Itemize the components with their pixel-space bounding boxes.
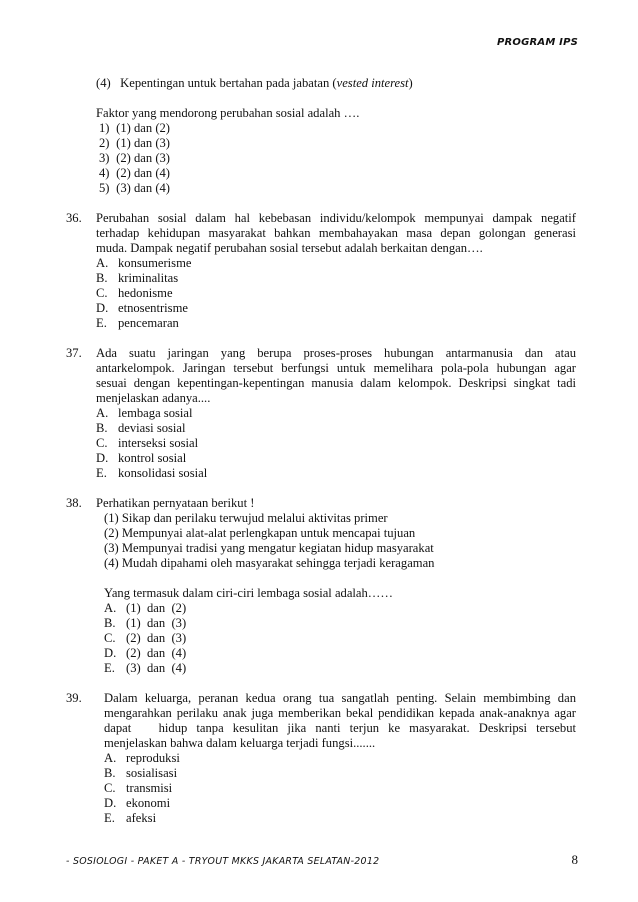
q38-option — [104, 646, 186, 661]
q37-option — [96, 466, 207, 481]
question-number-39: 39. — [66, 691, 82, 705]
question-number-36: 36. — [66, 211, 82, 225]
option-letter: D. — [104, 646, 117, 660]
page-header: PROGRAM IPS — [496, 37, 578, 48]
q36-option — [96, 301, 188, 316]
item-close: ) — [408, 76, 413, 90]
question-number-37: 37. — [66, 346, 82, 360]
option-number: 2) — [99, 136, 110, 150]
option-text: (2) dan (4) — [116, 166, 171, 180]
intro-option — [99, 166, 170, 181]
option-text: deviasi sosial — [118, 421, 186, 435]
item-italic: vested interest — [336, 76, 409, 90]
intro-option — [99, 151, 170, 166]
option-letter: E. — [96, 316, 107, 330]
option-text: (1) dan (3) — [126, 616, 187, 630]
option-text: (3) dan (4) — [126, 661, 187, 675]
option-text: kontrol sosial — [118, 451, 187, 465]
q39-line: Dalam keluarga, peranan kedua orang tua sangatlah penting. Selain membimbing dan — [104, 691, 576, 705]
option-letter: C. — [104, 631, 116, 645]
option-letter: A. — [96, 256, 109, 270]
q38-statement: (2) Mempunyai alat-alat perlengkapan untuk mencapai tujuan — [104, 526, 416, 540]
intro-item-4 — [96, 76, 413, 91]
q37-line: sesuai dengan kepentingan-kepentingan manusia dalam kelompok. Deskripsi singkat tadi — [96, 376, 576, 390]
option-letter: B. — [96, 421, 108, 435]
option-text: interseksi sosial — [118, 436, 199, 450]
q38-intro: Perhatikan pernyataan berikut ! — [96, 496, 255, 510]
q38-option — [104, 601, 186, 616]
option-text: pencemaran — [118, 316, 179, 330]
option-text: (1) dan (2) — [116, 121, 171, 135]
q38-statement: (1) Sikap dan perilaku terwujud melalui aktivitas primer — [104, 511, 388, 525]
option-text: (2) dan (3) — [126, 631, 187, 645]
page-footer: - SOSIOLOGI - PAKET A - TRYOUT MKKS JAKARTA SELATAN-2012 — [66, 856, 380, 867]
option-text: hedonisme — [118, 286, 173, 300]
q37-option — [96, 406, 193, 421]
q39-option — [104, 751, 180, 766]
option-text: konsumerisme — [118, 256, 192, 270]
q39-line: menjelaskan bahwa dalam keluarga terjadi fungsi....... — [104, 736, 376, 750]
option-text: sosialisasi — [126, 766, 178, 780]
option-text: (1) dan (2) — [126, 601, 187, 615]
option-letter: E. — [104, 661, 115, 675]
q36-line: Perubahan sosial dalam hal kebebasan individu/kelompok mempunyai dampak negatif — [96, 211, 576, 225]
option-letter: B. — [104, 616, 116, 630]
option-letter: A. — [96, 406, 109, 420]
q39-option — [104, 766, 177, 781]
q38-statement: (3) Mempunyai tradisi yang mengatur kegiatan hidup masyarakat — [104, 541, 434, 555]
q39-option — [104, 811, 156, 826]
q38-option — [104, 631, 186, 646]
q39-option — [104, 781, 172, 796]
option-text: transmisi — [126, 781, 173, 795]
option-text: reproduksi — [126, 751, 180, 765]
intro-question: Faktor yang mendorong perubahan sosial adalah …. — [96, 106, 360, 120]
q38-option — [104, 661, 186, 676]
q38-question: Yang termasuk dalam ciri-ciri lembaga sosial adalah…… — [104, 586, 393, 600]
option-letter: D. — [96, 451, 109, 465]
option-text: kriminalitas — [118, 271, 179, 285]
q36-option — [96, 316, 179, 331]
option-number: 3) — [99, 151, 110, 165]
q38-statement: (4) Mudah dipahami oleh masyarakat sehingga terjadi keragaman — [104, 556, 435, 570]
option-number: 5) — [99, 181, 110, 195]
q39-line: mengarahkan perilaku anak juga memberikan bekal pendidikan kepada anak-anaknya agar — [104, 706, 576, 720]
option-letter: C. — [104, 781, 116, 795]
option-number: 4) — [99, 166, 110, 180]
q37-line: menjelaskan adanya.... — [96, 391, 211, 405]
item-text: Kepentingan untuk bertahan pada jabatan ( — [120, 76, 337, 90]
intro-option — [99, 121, 170, 136]
option-text: (2) dan (4) — [126, 646, 187, 660]
option-text: etnosentrisme — [118, 301, 188, 315]
option-text: (2) dan (3) — [116, 151, 171, 165]
question-number-38: 38. — [66, 496, 82, 510]
item-number: (4) — [96, 76, 111, 90]
option-letter: B. — [104, 766, 116, 780]
q36-option — [96, 256, 191, 271]
option-letter: E. — [96, 466, 107, 480]
option-letter: A. — [104, 751, 117, 765]
option-text: ekonomi — [126, 796, 171, 810]
q37-option — [96, 436, 198, 451]
q36-option — [96, 286, 173, 301]
q37-line: Ada suatu jaringan yang berupa proses-proses hubungan antarmanusia dan atau — [96, 346, 576, 360]
q37-line: antarkelompok. Jaringan tersebut berfungsi untuk memelihara pola-pola hubungan agar — [96, 361, 576, 375]
q38-option — [104, 616, 186, 631]
option-text: (3) dan (4) — [116, 181, 171, 195]
option-letter: E. — [104, 811, 115, 825]
q36-line: terhadap kehidupan masyarakat bahkan membahayakan masa depan golongan generasi — [96, 226, 576, 240]
option-text: lembaga sosial — [118, 406, 193, 420]
option-letter: A. — [104, 601, 117, 615]
option-letter: B. — [96, 271, 108, 285]
option-letter: C. — [96, 436, 108, 450]
option-text: afeksi — [126, 811, 157, 825]
q39-option — [104, 796, 170, 811]
q36-line: muda. Dampak negatif perubahan sosial tersebut adalah berkaitan dengan…. — [96, 241, 483, 255]
option-text: (1) dan (3) — [116, 136, 171, 150]
q39-line: dapat hidup tanpa kesulitan jika nanti terjun ke masyarakat. Deskripsi tersebut — [104, 721, 576, 735]
intro-option — [99, 136, 170, 151]
option-letter: D. — [104, 796, 117, 810]
intro-option — [99, 181, 170, 196]
option-letter: C. — [96, 286, 108, 300]
q36-option — [96, 271, 178, 286]
option-letter: D. — [96, 301, 109, 315]
q37-option — [96, 451, 186, 466]
option-number: 1) — [99, 121, 110, 135]
page-number: 8 — [571, 852, 578, 867]
option-text: konsolidasi sosial — [118, 466, 208, 480]
q37-option — [96, 421, 186, 436]
